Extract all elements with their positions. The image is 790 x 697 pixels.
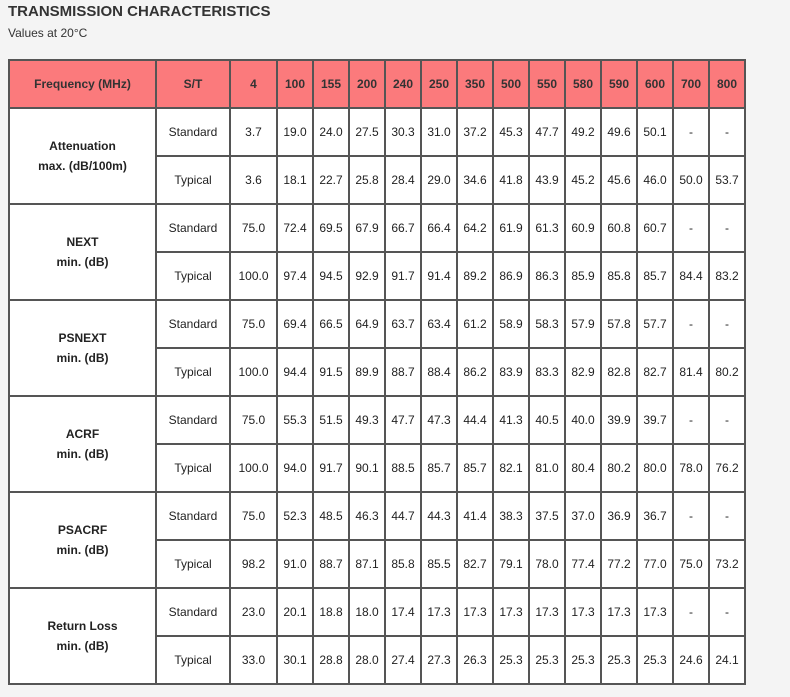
value-cell: 60.9 — [565, 204, 601, 252]
value-cell: 52.3 — [277, 492, 313, 540]
value-cell: 49.2 — [565, 108, 601, 156]
value-cell: - — [709, 204, 745, 252]
header-freq-350: 350 — [457, 60, 493, 108]
value-cell: 85.8 — [601, 252, 637, 300]
table-row — [9, 300, 745, 348]
value-cell: 17.3 — [601, 588, 637, 636]
value-cell: 17.3 — [457, 588, 493, 636]
value-cell: - — [709, 492, 745, 540]
parameter-unit: min. (dB) — [56, 351, 109, 365]
value-cell: - — [709, 588, 745, 636]
value-cell: - — [673, 492, 709, 540]
value-cell: 17.3 — [529, 588, 565, 636]
row-type: Standard — [156, 396, 230, 444]
value-cell: 47.3 — [421, 396, 457, 444]
table-row — [9, 492, 745, 540]
row-type: Typical — [156, 348, 230, 396]
value-cell: 23.0 — [230, 588, 277, 636]
value-cell: 25.3 — [637, 636, 673, 684]
value-cell: 18.0 — [349, 588, 385, 636]
value-cell: 60.7 — [637, 204, 673, 252]
header-st: S/T — [156, 60, 230, 108]
value-cell: 18.1 — [277, 156, 313, 204]
value-cell: - — [709, 300, 745, 348]
header-freq-240: 240 — [385, 60, 421, 108]
value-cell: 50.1 — [637, 108, 673, 156]
value-cell: 66.5 — [313, 300, 349, 348]
value-cell: 24.1 — [709, 636, 745, 684]
value-cell: 45.2 — [565, 156, 601, 204]
header-freq-550: 550 — [529, 60, 565, 108]
value-cell: 91.0 — [277, 540, 313, 588]
value-cell: 3.7 — [230, 108, 277, 156]
value-cell: 88.7 — [385, 348, 421, 396]
value-cell: 85.9 — [565, 252, 601, 300]
value-cell: 27.5 — [349, 108, 385, 156]
parameter-label — [9, 588, 156, 684]
page-subtitle: Values at 20°C — [8, 26, 88, 40]
value-cell: 86.2 — [457, 348, 493, 396]
value-cell: 89.2 — [457, 252, 493, 300]
value-cell: 27.3 — [421, 636, 457, 684]
value-cell: 51.5 — [313, 396, 349, 444]
value-cell: 75.0 — [230, 396, 277, 444]
value-cell: 26.3 — [457, 636, 493, 684]
value-cell: 85.7 — [637, 252, 673, 300]
value-cell: 82.7 — [637, 348, 673, 396]
value-cell: 73.2 — [709, 540, 745, 588]
value-cell: 88.7 — [313, 540, 349, 588]
value-cell: 48.5 — [313, 492, 349, 540]
value-cell: 28.0 — [349, 636, 385, 684]
value-cell: 24.0 — [313, 108, 349, 156]
value-cell: 44.7 — [385, 492, 421, 540]
table-row — [9, 108, 745, 156]
row-type: Standard — [156, 300, 230, 348]
value-cell: 86.3 — [529, 252, 565, 300]
value-cell: 28.4 — [385, 156, 421, 204]
value-cell: 77.4 — [565, 540, 601, 588]
value-cell: 82.7 — [457, 540, 493, 588]
value-cell: - — [673, 588, 709, 636]
value-cell: 44.3 — [421, 492, 457, 540]
value-cell: 17.3 — [421, 588, 457, 636]
value-cell: 57.9 — [565, 300, 601, 348]
value-cell: 85.5 — [421, 540, 457, 588]
row-type: Standard — [156, 204, 230, 252]
value-cell: 19.0 — [277, 108, 313, 156]
value-cell: 75.0 — [230, 492, 277, 540]
header-freq-100: 100 — [277, 60, 313, 108]
value-cell: 90.1 — [349, 444, 385, 492]
value-cell: 40.0 — [565, 396, 601, 444]
value-cell: 67.9 — [349, 204, 385, 252]
table-row — [9, 588, 745, 636]
value-cell: 55.3 — [277, 396, 313, 444]
row-type: Typical — [156, 156, 230, 204]
value-cell: 17.3 — [637, 588, 673, 636]
value-cell: 49.6 — [601, 108, 637, 156]
header-freq-155: 155 — [313, 60, 349, 108]
value-cell: 69.4 — [277, 300, 313, 348]
value-cell: 85.8 — [385, 540, 421, 588]
value-cell: 37.2 — [457, 108, 493, 156]
parameter-unit: min. (dB) — [56, 639, 109, 653]
value-cell: 20.1 — [277, 588, 313, 636]
value-cell: 72.4 — [277, 204, 313, 252]
value-cell: 84.4 — [673, 252, 709, 300]
value-cell: 63.7 — [385, 300, 421, 348]
value-cell: 66.7 — [385, 204, 421, 252]
parameter-label — [9, 492, 156, 588]
value-cell: 53.7 — [709, 156, 745, 204]
value-cell: 29.0 — [421, 156, 457, 204]
value-cell: 80.2 — [709, 348, 745, 396]
value-cell: 98.2 — [230, 540, 277, 588]
value-cell: 79.1 — [493, 540, 529, 588]
value-cell: 100.0 — [230, 348, 277, 396]
value-cell: 80.0 — [637, 444, 673, 492]
parameter-label — [9, 300, 156, 396]
header-freq-600: 600 — [637, 60, 673, 108]
value-cell: 34.6 — [457, 156, 493, 204]
parameter-unit: min. (dB) — [56, 255, 109, 269]
value-cell: 78.0 — [529, 540, 565, 588]
value-cell: 57.7 — [637, 300, 673, 348]
parameter-name: NEXT — [66, 235, 99, 249]
value-cell: 37.0 — [565, 492, 601, 540]
value-cell: 47.7 — [385, 396, 421, 444]
value-cell: 61.9 — [493, 204, 529, 252]
parameter-label — [9, 396, 156, 492]
value-cell: 25.3 — [529, 636, 565, 684]
value-cell: 75.0 — [673, 540, 709, 588]
parameter-unit: min. (dB) — [56, 447, 109, 461]
value-cell: 39.9 — [601, 396, 637, 444]
table-body — [9, 108, 745, 684]
value-cell: 25.3 — [601, 636, 637, 684]
value-cell: 36.9 — [601, 492, 637, 540]
value-cell: 61.2 — [457, 300, 493, 348]
value-cell: 97.4 — [277, 252, 313, 300]
header-freq-590: 590 — [601, 60, 637, 108]
value-cell: 80.2 — [601, 444, 637, 492]
value-cell: 77.0 — [637, 540, 673, 588]
value-cell: 17.3 — [493, 588, 529, 636]
row-type: Typical — [156, 540, 230, 588]
value-cell: 63.4 — [421, 300, 457, 348]
value-cell: 91.7 — [385, 252, 421, 300]
value-cell: - — [673, 108, 709, 156]
row-type: Typical — [156, 252, 230, 300]
row-type: Standard — [156, 588, 230, 636]
value-cell: 31.0 — [421, 108, 457, 156]
value-cell: 100.0 — [230, 444, 277, 492]
value-cell: 36.7 — [637, 492, 673, 540]
value-cell: 94.4 — [277, 348, 313, 396]
value-cell: 77.2 — [601, 540, 637, 588]
parameter-name: ACRF — [65, 427, 100, 441]
value-cell: 82.1 — [493, 444, 529, 492]
value-cell: 69.5 — [313, 204, 349, 252]
row-type: Typical — [156, 636, 230, 684]
value-cell: 82.9 — [565, 348, 601, 396]
value-cell: 49.3 — [349, 396, 385, 444]
header-freq-250: 250 — [421, 60, 457, 108]
value-cell: 25.3 — [493, 636, 529, 684]
value-cell: 17.4 — [385, 588, 421, 636]
value-cell: 47.7 — [529, 108, 565, 156]
parameter-name: Return Loss — [47, 619, 118, 633]
value-cell: 94.0 — [277, 444, 313, 492]
value-cell: 76.2 — [709, 444, 745, 492]
value-cell: 85.7 — [457, 444, 493, 492]
header-freq-4: 4 — [230, 60, 277, 108]
value-cell: 37.5 — [529, 492, 565, 540]
value-cell: 41.3 — [493, 396, 529, 444]
value-cell: 46.0 — [637, 156, 673, 204]
value-cell: - — [673, 396, 709, 444]
value-cell: 75.0 — [230, 204, 277, 252]
value-cell: 88.5 — [385, 444, 421, 492]
parameter-name: Attenuation — [49, 139, 116, 153]
value-cell: 64.2 — [457, 204, 493, 252]
value-cell: 25.8 — [349, 156, 385, 204]
row-type: Standard — [156, 108, 230, 156]
value-cell: 91.4 — [421, 252, 457, 300]
value-cell: 94.5 — [313, 252, 349, 300]
value-cell: - — [673, 204, 709, 252]
value-cell: 30.3 — [385, 108, 421, 156]
parameter-unit: min. (dB) — [56, 543, 109, 557]
value-cell: 61.3 — [529, 204, 565, 252]
parameter-unit: max. (dB/100m) — [38, 159, 127, 173]
value-cell: 46.3 — [349, 492, 385, 540]
value-cell: 50.0 — [673, 156, 709, 204]
value-cell: 22.7 — [313, 156, 349, 204]
row-type: Typical — [156, 444, 230, 492]
value-cell: 33.0 — [230, 636, 277, 684]
value-cell: 92.9 — [349, 252, 385, 300]
value-cell: 83.2 — [709, 252, 745, 300]
value-cell: 81.0 — [529, 444, 565, 492]
parameter-label — [9, 108, 156, 204]
parameter-name: PSACRF — [57, 523, 108, 537]
value-cell: 30.1 — [277, 636, 313, 684]
value-cell: 80.4 — [565, 444, 601, 492]
value-cell: 64.9 — [349, 300, 385, 348]
value-cell: 38.3 — [493, 492, 529, 540]
header-row — [9, 60, 745, 108]
value-cell: 3.6 — [230, 156, 277, 204]
value-cell: 87.1 — [349, 540, 385, 588]
value-cell: 81.4 — [673, 348, 709, 396]
header-freq-700: 700 — [673, 60, 709, 108]
value-cell: 83.9 — [493, 348, 529, 396]
table-row — [9, 204, 745, 252]
value-cell: 57.8 — [601, 300, 637, 348]
row-type: Standard — [156, 492, 230, 540]
value-cell: 44.4 — [457, 396, 493, 444]
page-title: TRANSMISSION CHARACTERISTICS — [8, 3, 271, 20]
header-freq-200: 200 — [349, 60, 385, 108]
value-cell: 40.5 — [529, 396, 565, 444]
value-cell: 43.9 — [529, 156, 565, 204]
value-cell: 45.6 — [601, 156, 637, 204]
value-cell: 24.6 — [673, 636, 709, 684]
value-cell: 91.7 — [313, 444, 349, 492]
value-cell: 75.0 — [230, 300, 277, 348]
value-cell: 28.8 — [313, 636, 349, 684]
value-cell: 17.3 — [565, 588, 601, 636]
value-cell: 60.8 — [601, 204, 637, 252]
value-cell: 18.8 — [313, 588, 349, 636]
value-cell: 82.8 — [601, 348, 637, 396]
value-cell: 27.4 — [385, 636, 421, 684]
header-freq-500: 500 — [493, 60, 529, 108]
value-cell: - — [673, 300, 709, 348]
value-cell: 66.4 — [421, 204, 457, 252]
value-cell: 78.0 — [673, 444, 709, 492]
header-frequency: Frequency (MHz) — [9, 60, 156, 108]
value-cell: 45.3 — [493, 108, 529, 156]
value-cell: 83.3 — [529, 348, 565, 396]
header-freq-800: 800 — [709, 60, 745, 108]
value-cell: 88.4 — [421, 348, 457, 396]
value-cell: 58.3 — [529, 300, 565, 348]
value-cell: 25.3 — [565, 636, 601, 684]
value-cell: 85.7 — [421, 444, 457, 492]
table-row — [9, 396, 745, 444]
value-cell: 58.9 — [493, 300, 529, 348]
value-cell: 41.4 — [457, 492, 493, 540]
transmission-table — [8, 59, 746, 685]
parameter-label — [9, 204, 156, 300]
header-freq-580: 580 — [565, 60, 601, 108]
value-cell: 89.9 — [349, 348, 385, 396]
value-cell: 39.7 — [637, 396, 673, 444]
value-cell: 86.9 — [493, 252, 529, 300]
parameter-name: PSNEXT — [58, 331, 107, 345]
value-cell: - — [709, 396, 745, 444]
value-cell: 91.5 — [313, 348, 349, 396]
value-cell: - — [709, 108, 745, 156]
value-cell: 100.0 — [230, 252, 277, 300]
value-cell: 41.8 — [493, 156, 529, 204]
